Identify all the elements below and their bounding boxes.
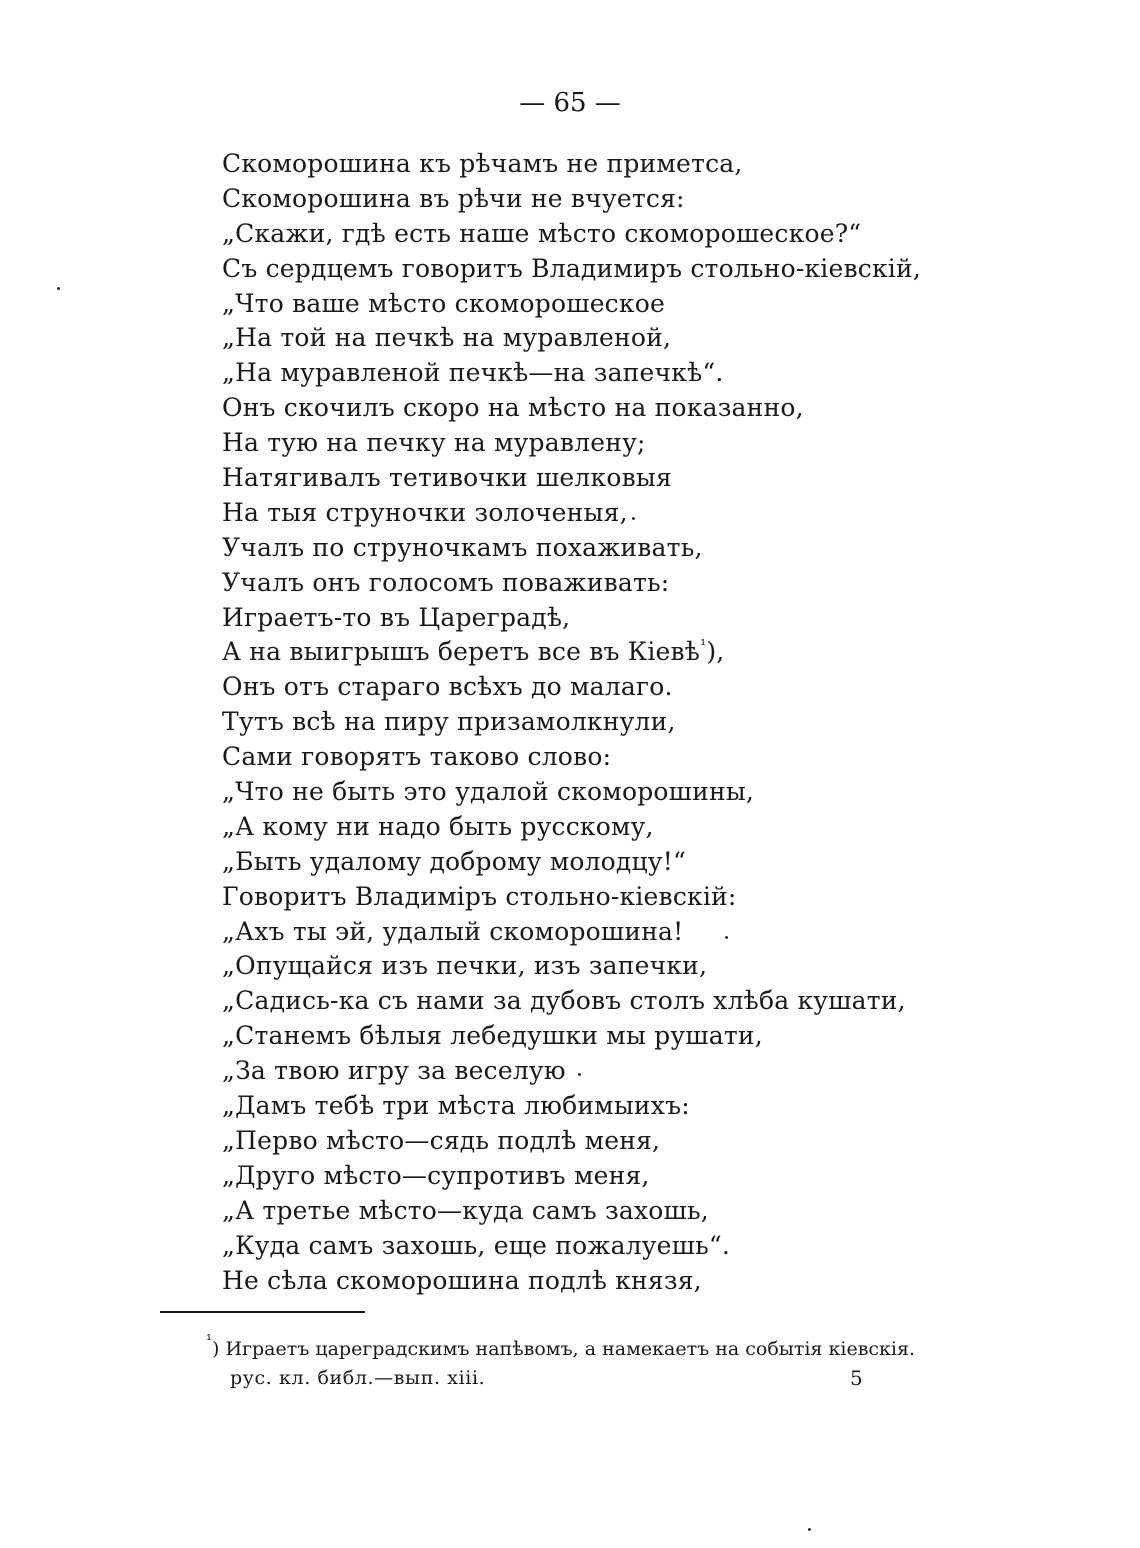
footnote-marker: ¹: [206, 1331, 213, 1349]
poem-line: [222, 845, 1102, 880]
poem-line: [222, 740, 1102, 775]
poem-line: [222, 705, 1102, 740]
line-text: „За твою игру за веселую: [222, 1056, 566, 1086]
poem-line: [222, 252, 1102, 287]
poem-line: [222, 217, 1102, 252]
poem-line: [222, 321, 1102, 356]
line-text: „Ахъ ты эй, удалый скоморошина!: [222, 916, 684, 946]
line-text: Скоморошина въ рѣчи не вчуется:: [222, 183, 685, 213]
poem-line: [222, 426, 1102, 461]
line-suffix: ),: [706, 637, 725, 667]
line-text: Скоморошина къ рѣчамъ не приметса,: [222, 149, 743, 178]
line-text: Натягивалъ тетивочки шелковыя: [222, 463, 672, 493]
poem-line: [222, 1264, 1102, 1299]
line-text: Онъ отъ стараго всѣхъ до малаго.: [222, 672, 673, 702]
poem-line: [222, 775, 1102, 810]
poem-line: [222, 880, 1102, 915]
poem-line: [222, 984, 1102, 1019]
poem-line: [222, 1159, 1102, 1194]
printer-signature: рус. кл. библ.—вып. xiii.: [230, 1367, 486, 1389]
line-text: „Садись-ка съ нами за дубовъ столъ хлѣба кушати,: [222, 986, 906, 1016]
poem-line: [222, 601, 1102, 636]
poem-line: [222, 391, 1102, 426]
line-text: Онъ скочилъ скоро на мѣсто на показанно,: [222, 393, 804, 423]
poem-line: [222, 147, 1102, 182]
poem-line: [222, 287, 1102, 322]
poem-line: [222, 1229, 1102, 1264]
line-text: На тыя струночки золоченыя,: [222, 497, 628, 527]
line-text: Учалъ по струночкамъ похаживать,: [222, 532, 703, 562]
line-text: Не сѣла скоморошина подлѣ князя,: [222, 1265, 702, 1295]
line-text: Учалъ онъ голосомъ поваживать:: [222, 567, 670, 597]
line-text: „Куда самъ захошь, еще пожалуешь“.: [222, 1230, 731, 1260]
line-text: Играетъ-то въ Цареградѣ,: [222, 602, 571, 632]
line-text: „Опущайся изъ печки, изъ запечки,: [222, 951, 708, 981]
poem-line: [222, 531, 1102, 566]
poem-line: [222, 496, 1102, 531]
footnote-reference: ¹: [700, 636, 707, 655]
line-text: Тутъ всѣ на пиру призамолкнули,: [222, 707, 676, 737]
footnote-text: ) Играетъ цареградскимъ напѣвомъ, а намекаетъ на событія кіевскія.: [212, 1338, 916, 1360]
poem-line: [222, 1124, 1102, 1159]
poem-line: [222, 1194, 1102, 1229]
poem-line: [222, 670, 1102, 705]
scan-speck: [808, 1528, 811, 1531]
line-text: „А кому ни надо быть русскому,: [222, 811, 654, 841]
line-text: А на выигрышъ беретъ все въ Кіевѣ: [222, 637, 701, 667]
scan-speck: [578, 1073, 581, 1076]
poem-line: [222, 810, 1102, 845]
line-text: „На той на печкѣ на муравленой,: [222, 323, 672, 353]
line-text: „А третье мѣсто—куда самъ захошь,: [222, 1195, 709, 1225]
poem-line: [222, 1019, 1102, 1054]
poem-line: [222, 915, 1102, 950]
scan-speck: [632, 517, 635, 520]
line-text: Сами говорятъ таково слово:: [222, 742, 612, 772]
line-text: „Быть удалому доброму молодцу!“: [222, 846, 686, 876]
line-text: „Перво мѣсто—сядь подлѣ меня,: [222, 1125, 661, 1155]
footnote: [206, 1331, 966, 1362]
poem-line: [222, 1089, 1102, 1124]
line-text: На тую на печку на муравлену;: [222, 428, 646, 458]
sheet-number: 5: [850, 1366, 863, 1390]
footnote-divider: [160, 1311, 365, 1313]
line-text: Говоритъ Владиміръ стольно-кіевскій:: [222, 881, 737, 911]
poem-line: [222, 635, 1102, 670]
line-text: „Друго мѣсто—супротивъ меня,: [222, 1160, 650, 1190]
poem-line: [222, 461, 1102, 496]
page-number: — 65 —: [519, 88, 621, 118]
line-text: „Что не быть это удалой скоморошины,: [222, 777, 755, 807]
line-text: „Что ваше мѣсто скоморошеское: [222, 288, 665, 318]
poem-line: [222, 949, 1102, 984]
line-text: Съ сердцемъ говоритъ Владимиръ стольно-кіевскій,: [222, 253, 922, 283]
scan-speck: [57, 287, 60, 290]
line-text: „На муравленой печкѣ—на запечкѣ“.: [222, 358, 724, 388]
poem-line: [222, 1054, 1102, 1089]
poem-text: [222, 147, 1102, 1298]
line-text: „Скажи, гдѣ есть наше мѣсто скоморошеское?“: [222, 218, 862, 248]
poem-line: [222, 566, 1102, 601]
line-text: „Дамъ тебѣ три мѣста любимыихъ:: [222, 1091, 690, 1121]
poem-line: [222, 182, 1102, 217]
line-text: „Станемъ бѣлыя лебедушки мы рушати,: [222, 1021, 763, 1051]
scan-speck: [725, 936, 728, 939]
poem-line: [222, 356, 1102, 391]
